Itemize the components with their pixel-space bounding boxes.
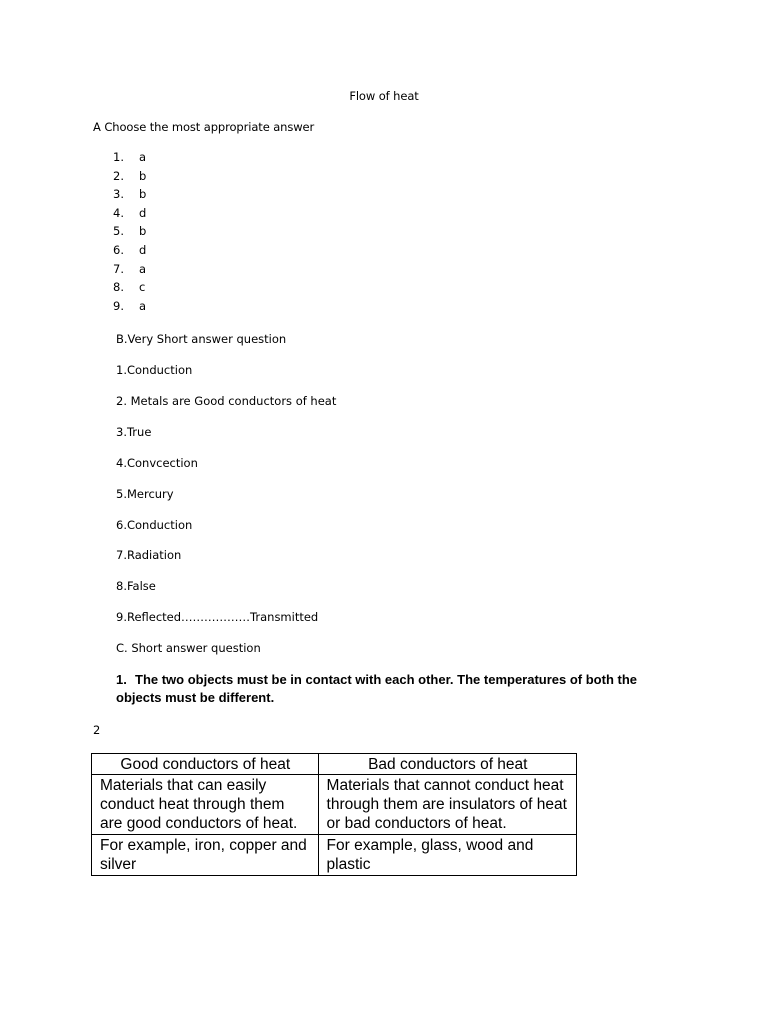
short-answer-item: 2. Metals are Good conductors of heat xyxy=(116,394,337,408)
section-c-answer-1 xyxy=(116,671,676,707)
item-number: 1. xyxy=(113,150,124,164)
item-answer: d xyxy=(139,205,147,220)
item-number: 3. xyxy=(113,187,124,202)
item-number: 4. xyxy=(113,205,124,220)
conductors-table xyxy=(91,753,577,876)
section-c-heading: C. Short answer question xyxy=(116,641,261,655)
item-answer: d xyxy=(139,242,147,257)
item-answer: a xyxy=(139,298,147,313)
item-answer: b xyxy=(139,168,147,183)
table-cell: For example, glass, wood and plastic xyxy=(318,835,576,876)
table-row xyxy=(92,835,577,876)
item-answer: a xyxy=(139,150,147,164)
item-answer: b xyxy=(139,224,147,239)
section-a-heading: A Choose the most appropriate answer xyxy=(93,120,315,134)
item-answer: c xyxy=(139,280,146,295)
short-answer-item: 4.Convcection xyxy=(116,456,198,470)
short-answer-item: 3.True xyxy=(116,425,152,439)
short-answer-item: 5.Mercury xyxy=(116,487,174,501)
column-header-good: Good conductors of heat xyxy=(92,754,319,775)
table-cell: Materials that can easily conduct heat through them are good conductors of heat. xyxy=(92,775,319,835)
short-answer-item: 9.Reflected………………Transmitted xyxy=(116,610,319,624)
short-answer-item: 7.Radiation xyxy=(116,548,182,562)
short-answer-item: 6.Conduction xyxy=(116,518,193,532)
item-number: 9. xyxy=(113,298,124,313)
table-cell: For example, iron, copper and silver xyxy=(92,835,319,876)
item-answer: a xyxy=(139,261,147,276)
table-header-row xyxy=(92,754,577,775)
item-answer: b xyxy=(139,187,147,202)
item-number: 7. xyxy=(113,261,124,276)
item-number: 5. xyxy=(113,224,124,239)
short-answer-item: 8.False xyxy=(116,579,156,593)
table-cell: Materials that cannot conduct heat through them are insulators of heat or bad conductors of heat. xyxy=(318,775,576,835)
item-number: 2. xyxy=(113,168,124,183)
answer-number: 1. xyxy=(116,672,127,687)
table-row xyxy=(92,775,577,835)
item-number: 8. xyxy=(113,280,124,295)
column-header-bad: Bad conductors of heat xyxy=(318,754,576,775)
answer-text: The two objects must be in contact with each other. The temperatures of both the objects must be different. xyxy=(116,672,638,705)
section-c-answer-2-label: 2 xyxy=(93,723,101,737)
section-b-heading: B.Very Short answer question xyxy=(116,332,287,346)
item-number: 6. xyxy=(113,242,124,257)
page-title: Flow of heat xyxy=(349,89,419,103)
short-answer-item: 1.Conduction xyxy=(116,363,193,377)
